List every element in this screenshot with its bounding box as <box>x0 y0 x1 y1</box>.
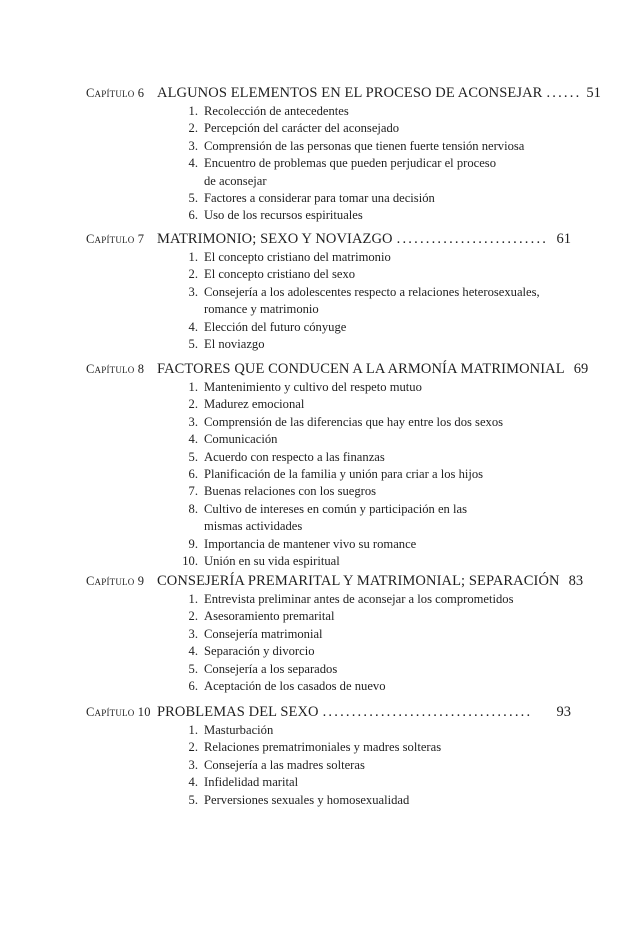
section-number: 5. <box>188 337 198 352</box>
section-list <box>180 379 580 570</box>
section-number: 2. <box>188 740 198 755</box>
section-title: Consejería matrimonial <box>204 626 323 641</box>
section-title: Acuerdo con respecto a las finanzas <box>204 449 385 464</box>
section-number: 1. <box>188 250 198 264</box>
section-number: 3. <box>188 626 198 641</box>
section-number: 2. <box>188 121 198 136</box>
section-number: 4. <box>188 319 198 334</box>
section-item <box>180 379 580 396</box>
section-title: romance y matrimonio <box>204 302 319 317</box>
section-item <box>180 661 580 678</box>
section-title: Recolección de antecedentes <box>204 104 349 118</box>
chapter-title: CONSEJERÍA PREMARITAL Y MATRIMONIAL; SEPARACIÓN <box>157 573 560 589</box>
chapter-label-word: Capítulo <box>86 574 135 588</box>
chapter-title: FACTORES QUE CONDUCEN A LA ARMONÍA MATRIMONIAL <box>157 361 565 377</box>
section-item <box>180 414 580 431</box>
leader-dots: .......................... <box>396 231 549 247</box>
section-title: Unión en su vida espiritual <box>204 554 340 569</box>
section-title: Cultivo de intereses en común y participación en las <box>204 501 467 516</box>
section-title: Consejería a los adolescentes respecto a relaciones heterosexuales, <box>204 284 540 299</box>
chapter-number: 9 <box>137 574 145 588</box>
section-number: 2. <box>188 267 198 282</box>
section-number: 4. <box>188 432 198 447</box>
section-title: Entrevista preliminar antes de aconsejar a los comprometidos <box>204 592 514 606</box>
section-title: Mantenimiento y cultivo del respeto mutuo <box>204 380 422 394</box>
section-item <box>180 792 580 809</box>
section-item <box>180 608 580 625</box>
section-title: Encuentro de problemas que pueden perjudicar el proceso <box>204 156 496 171</box>
section-number: 2. <box>188 397 198 412</box>
chapter-title: ALGUNOS ELEMENTOS EN EL PROCESO DE ACONSEJAR <box>157 85 543 101</box>
page-number: 69 <box>573 361 589 377</box>
section-number: 3. <box>188 414 198 429</box>
chapter-number: 8 <box>137 362 145 376</box>
page-number: 61 <box>556 231 571 247</box>
section-number: 1. <box>188 380 198 394</box>
chapter-number: 10 <box>137 705 151 719</box>
section-number: 6. <box>188 467 198 482</box>
section-number: 5. <box>188 449 198 464</box>
section-title: mismas actividades <box>204 519 303 534</box>
section-title: Factores a considerar para tomar una decisión <box>204 191 435 206</box>
section-item <box>180 774 580 791</box>
section-number: 5. <box>188 661 198 676</box>
section-item <box>180 155 580 190</box>
section-item <box>180 536 580 553</box>
section-item <box>180 120 580 137</box>
section-number: 1. <box>188 592 198 606</box>
section-item <box>180 103 580 120</box>
section-title: Consejería a las madres solteras <box>204 757 365 772</box>
chapter-title: PROBLEMAS DEL SEXO <box>157 704 319 720</box>
chapter-title: MATRIMONIO; SEXO Y NOVIAZGO <box>157 231 393 247</box>
section-title: Comunicación <box>204 432 278 447</box>
section-item <box>180 483 580 500</box>
section-item <box>180 431 580 448</box>
section-item <box>180 722 580 739</box>
page-number: 93 <box>556 704 571 720</box>
section-title: Percepción del carácter del aconsejado <box>204 121 400 136</box>
section-number: 4. <box>188 156 198 171</box>
section-title: Uso de los recursos espirituales <box>204 208 363 223</box>
chapter-number: 7 <box>137 232 145 246</box>
leader-dots: ...... <box>546 85 582 101</box>
section-list <box>180 591 580 695</box>
chapter-label-word: Capítulo <box>86 232 135 246</box>
section-number: 6. <box>188 208 198 223</box>
section-title: Asesoramiento premarital <box>204 609 335 624</box>
section-number: 5. <box>188 191 198 206</box>
section-item <box>180 466 580 483</box>
section-item <box>180 501 580 536</box>
leader-dots: .................................... <box>322 704 533 720</box>
page-number: 83 <box>568 573 584 589</box>
section-item <box>180 757 580 774</box>
page-number: 51 <box>586 85 601 101</box>
section-list <box>180 722 580 809</box>
section-title: El concepto cristiano del sexo <box>204 267 356 282</box>
section-item <box>180 249 580 266</box>
chapter-title-row <box>157 83 601 103</box>
section-number: 3. <box>188 757 198 772</box>
section-item <box>180 190 580 207</box>
section-title: Comprensión de las diferencias que hay entre los dos sexos <box>204 414 504 429</box>
section-number: 1. <box>188 104 198 118</box>
chapter-label <box>86 360 144 378</box>
section-number: 7. <box>188 484 198 499</box>
section-list <box>180 249 580 353</box>
section-item <box>180 626 580 643</box>
section-title: Madurez emocional <box>204 397 305 412</box>
chapter-title-row <box>157 359 589 379</box>
section-item <box>180 319 580 336</box>
section-title: El concepto cristiano del matrimonio <box>204 250 391 264</box>
section-item <box>180 207 580 224</box>
section-number: 3. <box>188 284 198 299</box>
section-item <box>180 553 580 570</box>
section-item <box>180 336 580 353</box>
section-title: El noviazgo <box>204 337 265 352</box>
section-item <box>180 643 580 660</box>
section-item <box>180 678 580 695</box>
section-item <box>180 591 580 608</box>
section-title: Planificación de la familia y unión para criar a los hijos <box>204 467 484 482</box>
chapter-title-row <box>157 571 584 591</box>
chapter-label <box>86 84 144 102</box>
section-title: Perversiones sexuales y homosexualidad <box>204 792 410 807</box>
chapter-label-word: Capítulo <box>86 362 135 376</box>
chapter-title-row <box>157 229 571 249</box>
section-title: Masturbación <box>204 723 274 737</box>
section-item <box>180 396 580 413</box>
chapter-label <box>86 230 144 248</box>
chapter-label-word: Capítulo <box>86 705 135 719</box>
section-number: 2. <box>188 609 198 624</box>
section-title: Aceptación de los casados de nuevo <box>204 679 386 694</box>
section-item <box>180 138 580 155</box>
section-list <box>180 103 580 225</box>
section-number: 5. <box>188 792 198 807</box>
chapter-label <box>86 703 151 721</box>
section-title: Importancia de mantener vivo su romance <box>204 536 417 551</box>
section-number: 3. <box>188 138 198 153</box>
section-title: Consejería a los separados <box>204 661 338 676</box>
section-title: Buenas relaciones con los suegros <box>204 484 377 499</box>
section-item <box>180 266 580 283</box>
section-number: 4. <box>188 644 198 659</box>
section-number: 4. <box>188 775 198 790</box>
section-number: 9. <box>188 536 198 551</box>
chapter-title-row <box>157 702 571 722</box>
section-title: Infidelidad marital <box>204 775 299 790</box>
section-item <box>180 449 580 466</box>
chapter-number: 6 <box>137 86 145 100</box>
section-title: Comprensión de las personas que tienen fuerte tensión nerviosa <box>204 138 525 153</box>
chapter-label <box>86 572 144 590</box>
section-title: Separación y divorcio <box>204 644 315 659</box>
section-number: 8. <box>188 501 198 516</box>
section-number: 6. <box>188 679 198 694</box>
section-number: 10. <box>182 554 198 569</box>
section-number: 1. <box>188 723 198 737</box>
section-title: Elección del futuro cónyuge <box>204 319 347 334</box>
section-title: de aconsejar <box>204 173 267 188</box>
section-item <box>180 284 580 319</box>
section-title: Relaciones prematrimoniales y madres solteras <box>204 740 442 755</box>
chapter-label-word: Capítulo <box>86 86 135 100</box>
section-item <box>180 739 580 756</box>
